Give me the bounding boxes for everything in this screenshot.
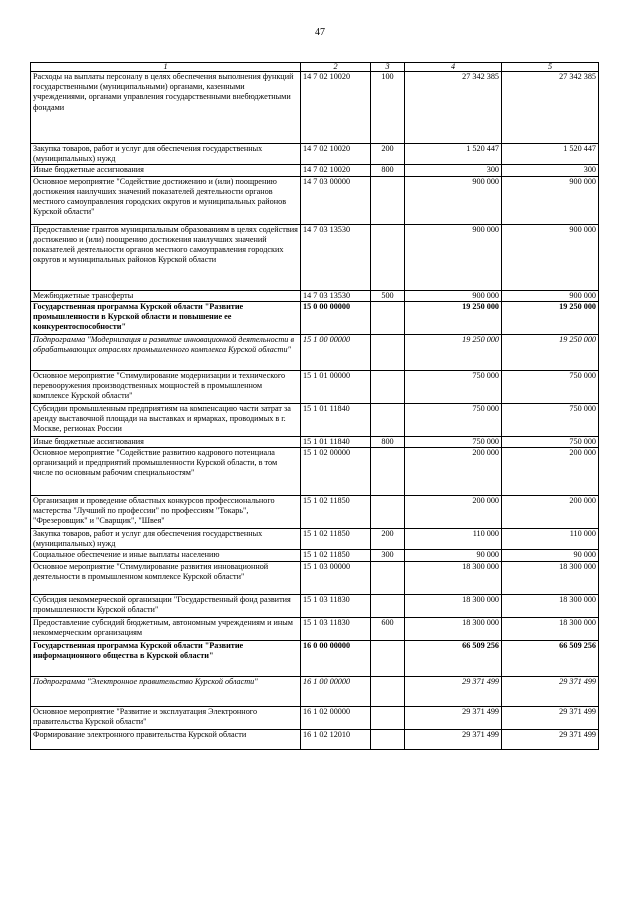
row-name-cell: Закупка товаров, работ и услуг для обеспечения государственных (муниципальных) нужд xyxy=(31,144,301,165)
row-value-col5: 900 000 xyxy=(502,176,599,224)
row-value-col5: 750 000 xyxy=(502,436,599,447)
row-code-cell: 16 0 00 00000 xyxy=(301,640,371,676)
row-code-cell: 15 1 00 00000 xyxy=(301,334,371,370)
row-name-cell: Организация и проведение областных конкурсов профессионального мастерства "Лучший по профессии" по профессиям "Токарь", "Фрезеровщик" и "Сварщик", "Швея" xyxy=(31,496,301,529)
row-type-cell xyxy=(371,224,405,290)
row-value-col5: 18 300 000 xyxy=(502,561,599,594)
row-type-cell xyxy=(371,496,405,529)
column-header: 2 xyxy=(301,63,371,72)
row-value-col4: 750 000 xyxy=(405,436,502,447)
row-name-cell: Основное мероприятие "Содействие достижению и (или) поощрению достижения наилучших значений показателей деятельности органов местного самоуправления городских округов и муниципальных районов Курской области" xyxy=(31,176,301,224)
table-row xyxy=(31,403,599,436)
row-value-col4: 200 000 xyxy=(405,496,502,529)
row-type-cell xyxy=(371,334,405,370)
row-type-cell xyxy=(371,403,405,436)
table-row xyxy=(31,176,599,224)
row-value-col4: 900 000 xyxy=(405,290,502,301)
row-type-cell xyxy=(371,594,405,617)
row-code-cell: 14 7 03 13530 xyxy=(301,224,371,290)
row-value-col4: 29 371 499 xyxy=(405,729,502,749)
row-type-cell xyxy=(371,301,405,334)
row-code-cell: 15 1 02 11850 xyxy=(301,496,371,529)
table-row xyxy=(31,550,599,561)
row-code-cell: 16 1 02 00000 xyxy=(301,706,371,729)
row-value-col5: 19 250 000 xyxy=(502,334,599,370)
page-number: 47 xyxy=(315,27,325,38)
row-name-cell: Межбюджетные трансферты xyxy=(31,290,301,301)
row-name-cell: Расходы на выплаты персоналу в целях обеспечения выполнения функций государственными (муниципальными) органами, казенными учреждениями, органами управления государственными внебюджетными фондами xyxy=(31,72,301,144)
table-row xyxy=(31,144,599,165)
column-header: 4 xyxy=(405,63,502,72)
row-value-col5: 18 300 000 xyxy=(502,617,599,640)
table-row xyxy=(31,165,599,176)
row-code-cell: 15 1 01 11840 xyxy=(301,403,371,436)
row-value-col5: 900 000 xyxy=(502,224,599,290)
row-value-col4: 18 300 000 xyxy=(405,594,502,617)
row-code-cell: 14 7 02 10020 xyxy=(301,144,371,165)
row-type-cell: 500 xyxy=(371,290,405,301)
row-name-cell: Государственная программа Курской области "Развитие информационного общества в Курской области" xyxy=(31,640,301,676)
row-value-col5: 29 371 499 xyxy=(502,706,599,729)
budget-table xyxy=(30,62,599,750)
row-value-col4: 200 000 xyxy=(405,448,502,496)
row-value-col5: 29 371 499 xyxy=(502,729,599,749)
row-name-cell: Основное мероприятие "Развитие и эксплуатация Электронного правительства Курской области" xyxy=(31,706,301,729)
row-value-col5: 200 000 xyxy=(502,448,599,496)
row-value-col5: 66 509 256 xyxy=(502,640,599,676)
row-name-cell: Закупка товаров, работ и услуг для обеспечения государственных (муниципальных) нужд xyxy=(31,529,301,550)
table-row xyxy=(31,640,599,676)
row-value-col5: 90 000 xyxy=(502,550,599,561)
row-value-col5: 300 xyxy=(502,165,599,176)
row-code-cell: 15 1 01 11840 xyxy=(301,436,371,447)
row-type-cell: 200 xyxy=(371,144,405,165)
row-value-col5: 750 000 xyxy=(502,403,599,436)
row-type-cell xyxy=(371,729,405,749)
row-name-cell: Основное мероприятие "Стимулирование модернизации и технического перевооружения производственных мощностей в промышленном комплексе Курской области" xyxy=(31,370,301,403)
row-value-col4: 900 000 xyxy=(405,176,502,224)
column-number-row xyxy=(31,63,599,72)
row-value-col5: 18 300 000 xyxy=(502,594,599,617)
table-row xyxy=(31,617,599,640)
row-value-col5: 200 000 xyxy=(502,496,599,529)
row-type-cell xyxy=(371,640,405,676)
row-name-cell: Формирование электронного правительства Курской области xyxy=(31,729,301,749)
row-name-cell: Предоставление субсидий бюджетным, автономным учреждениям и иным некоммерческим организациям xyxy=(31,617,301,640)
table-row xyxy=(31,334,599,370)
row-name-cell: Иные бюджетные ассигнования xyxy=(31,436,301,447)
row-name-cell: Государственная программа Курской области "Развитие промышленности в Курской области и повышение ее конкурентоспособности" xyxy=(31,301,301,334)
row-value-col4: 29 371 499 xyxy=(405,706,502,729)
row-value-col4: 90 000 xyxy=(405,550,502,561)
row-type-cell xyxy=(371,370,405,403)
row-value-col4: 900 000 xyxy=(405,224,502,290)
row-value-col5: 1 520 447 xyxy=(502,144,599,165)
row-value-col4: 1 520 447 xyxy=(405,144,502,165)
row-code-cell: 15 1 03 11830 xyxy=(301,617,371,640)
row-type-cell xyxy=(371,706,405,729)
row-code-cell: 16 1 00 00000 xyxy=(301,676,371,706)
row-type-cell: 800 xyxy=(371,165,405,176)
row-value-col4: 29 371 499 xyxy=(405,676,502,706)
table-row xyxy=(31,529,599,550)
table-row xyxy=(31,436,599,447)
row-type-cell xyxy=(371,448,405,496)
row-code-cell: 16 1 02 12010 xyxy=(301,729,371,749)
row-code-cell: 15 1 03 11830 xyxy=(301,594,371,617)
row-type-cell: 800 xyxy=(371,436,405,447)
row-value-col4: 66 509 256 xyxy=(405,640,502,676)
table-row xyxy=(31,729,599,749)
row-code-cell: 14 7 03 13530 xyxy=(301,290,371,301)
row-value-col5: 27 342 385 xyxy=(502,72,599,144)
column-header: 1 xyxy=(31,63,301,72)
row-type-cell: 600 xyxy=(371,617,405,640)
row-code-cell: 14 7 02 10020 xyxy=(301,165,371,176)
row-type-cell xyxy=(371,176,405,224)
column-header: 5 xyxy=(502,63,599,72)
table-row xyxy=(31,72,599,144)
row-value-col5: 110 000 xyxy=(502,529,599,550)
table-row xyxy=(31,706,599,729)
row-name-cell: Субсидии промышленным предприятиям на компенсацию части затрат за аренду выставочной площади на выставках и ярмарках, проводимых в г. Москве, регионах России xyxy=(31,403,301,436)
row-value-col4: 110 000 xyxy=(405,529,502,550)
row-code-cell: 15 1 02 11850 xyxy=(301,529,371,550)
row-value-col4: 300 xyxy=(405,165,502,176)
row-name-cell: Иные бюджетные ассигнования xyxy=(31,165,301,176)
row-name-cell: Основное мероприятие "Содействие развитию кадрового потенциала организаций и предприятий промышленности Курской области, в том числе по основным рабочим специальностям" xyxy=(31,448,301,496)
row-value-col4: 18 300 000 xyxy=(405,561,502,594)
table-row xyxy=(31,496,599,529)
row-type-cell: 300 xyxy=(371,550,405,561)
row-code-cell: 15 1 02 11850 xyxy=(301,550,371,561)
row-type-cell: 200 xyxy=(371,529,405,550)
row-name-cell: Подпрограмма "Электронное правительство Курской области" xyxy=(31,676,301,706)
table-row xyxy=(31,594,599,617)
row-value-col5: 900 000 xyxy=(502,290,599,301)
row-name-cell: Социальное обеспечение и иные выплаты населению xyxy=(31,550,301,561)
table-row xyxy=(31,370,599,403)
row-name-cell: Предоставление грантов муниципальным образованиям в целях содействия достижению и (или) поощрению достижения наилучших значений показателей деятельности органов местного самоуправления городских округов и муниципальных районов Курской области xyxy=(31,224,301,290)
table-row xyxy=(31,301,599,334)
row-value-col5: 750 000 xyxy=(502,370,599,403)
table-row xyxy=(31,561,599,594)
row-type-cell xyxy=(371,676,405,706)
row-name-cell: Основное мероприятие "Стимулирование развития инновационной деятельности в промышленном комплексе Курской области" xyxy=(31,561,301,594)
table-row xyxy=(31,224,599,290)
row-code-cell: 15 1 01 00000 xyxy=(301,370,371,403)
row-value-col5: 19 250 000 xyxy=(502,301,599,334)
row-code-cell: 15 0 00 00000 xyxy=(301,301,371,334)
row-code-cell: 15 1 02 00000 xyxy=(301,448,371,496)
row-value-col4: 750 000 xyxy=(405,403,502,436)
column-header: 3 xyxy=(371,63,405,72)
row-type-cell: 100 xyxy=(371,72,405,144)
row-code-cell: 14 7 03 00000 xyxy=(301,176,371,224)
row-type-cell xyxy=(371,561,405,594)
row-value-col4: 19 250 000 xyxy=(405,334,502,370)
table-row xyxy=(31,676,599,706)
row-value-col5: 29 371 499 xyxy=(502,676,599,706)
row-name-cell: Подпрограмма "Модернизация и развитие инновационной деятельности в обрабатывающих отраслях промышленного комплекса Курской области" xyxy=(31,334,301,370)
row-code-cell: 15 1 03 00000 xyxy=(301,561,371,594)
row-value-col4: 18 300 000 xyxy=(405,617,502,640)
row-name-cell: Субсидия некоммерческой организации "Государственный фонд развития промышленности Курской области" xyxy=(31,594,301,617)
table-row xyxy=(31,448,599,496)
row-value-col4: 27 342 385 xyxy=(405,72,502,144)
row-code-cell: 14 7 02 10020 xyxy=(301,72,371,144)
table-row xyxy=(31,290,599,301)
row-value-col4: 750 000 xyxy=(405,370,502,403)
row-value-col4: 19 250 000 xyxy=(405,301,502,334)
